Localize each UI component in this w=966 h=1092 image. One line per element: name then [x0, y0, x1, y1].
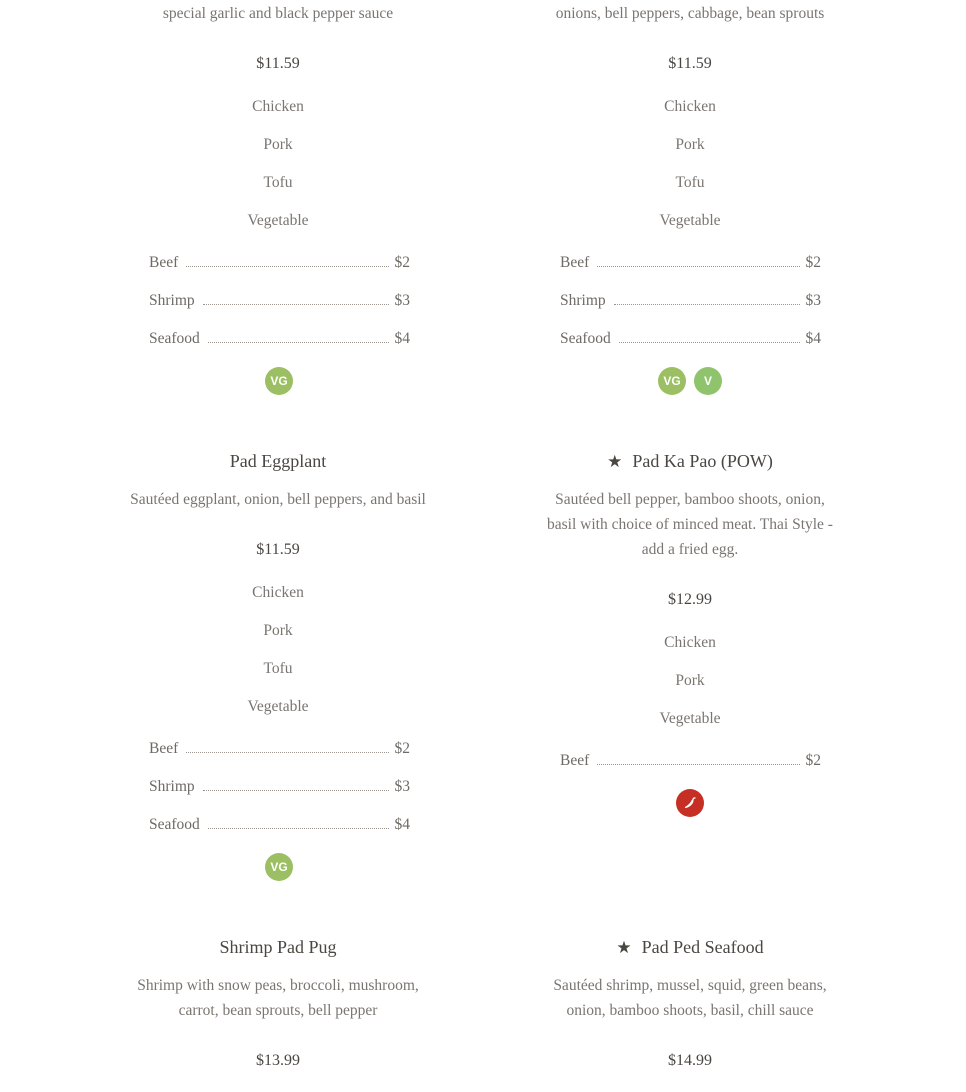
menu-option-vegetable: Vegetable — [659, 212, 721, 229]
addon-leader-dots — [208, 342, 389, 343]
addon-row-beef — [149, 250, 410, 272]
menu-option-pork: Pork — [675, 136, 705, 153]
addon-price: $2 — [394, 740, 410, 757]
menu-option-vegetable: Vegetable — [247, 698, 309, 715]
addon-row-seafood — [149, 812, 410, 834]
menu-item-description: special garlic and black pepper sauce — [162, 5, 394, 22]
addon-leader-dots — [208, 828, 389, 829]
addon-row-beef — [560, 250, 821, 272]
menu-item-description: Sautéed shrimp, mussel, squid, green beans, onion, bamboo shoots, basil, chill sauce — [553, 977, 827, 1019]
addon-leader-dots — [597, 764, 799, 765]
addon-name: Seafood — [149, 816, 200, 833]
menu-item-description: Sautéed bell pepper, bamboo shoots, onion, basil with choice of minced meat. Thai Style - add a fried egg. — [547, 491, 833, 558]
addon-leader-dots — [186, 266, 388, 267]
addon-name: Shrimp — [560, 292, 606, 309]
addon-name: Beef — [149, 740, 179, 757]
star-icon: ★ — [616, 938, 632, 957]
addon-name: Seafood — [560, 330, 611, 347]
addon-leader-dots — [186, 752, 388, 753]
addon-price: $4 — [805, 330, 821, 347]
vegan-badge-icon: VG — [265, 367, 293, 395]
menu-option-pork: Pork — [263, 622, 293, 639]
menu-item-price: $11.59 — [256, 541, 300, 558]
addon-leader-dots — [614, 304, 800, 305]
addon-leader-dots — [619, 342, 800, 343]
addon-row-seafood — [560, 326, 821, 348]
addon-name: Seafood — [149, 330, 200, 347]
addon-name: Shrimp — [149, 292, 195, 309]
addon-name: Beef — [149, 254, 179, 271]
addon-name: Beef — [560, 254, 590, 271]
vegan-badge-icon: VG — [658, 367, 686, 395]
menu-item-price: $11.59 — [256, 55, 300, 72]
star-icon: ★ — [607, 452, 623, 471]
menu-item-title: Pad Ped Seafood — [641, 937, 764, 957]
addon-price: $2 — [394, 254, 410, 271]
menu-item-title-row — [540, 451, 840, 472]
menu-option-tofu: Tofu — [263, 174, 293, 191]
addon-row-seafood — [149, 326, 410, 348]
addon-price: $3 — [805, 292, 821, 309]
addon-leader-dots — [597, 266, 799, 267]
menu-option-tofu: Tofu — [263, 660, 293, 677]
addon-price: $3 — [394, 292, 410, 309]
menu-option-vegetable: Vegetable — [659, 710, 721, 727]
addon-price: $3 — [394, 778, 410, 795]
vegan-badge-icon: VG — [265, 853, 293, 881]
spicy-pepper-icon — [676, 789, 704, 817]
menu-option-chicken: Chicken — [664, 634, 716, 651]
menu-option-chicken: Chicken — [252, 584, 304, 601]
addon-row-shrimp — [149, 774, 410, 796]
menu-item-description: Sautéed eggplant, onion, bell peppers, and basil — [130, 491, 426, 508]
menu-item-title: Pad Eggplant — [229, 451, 327, 471]
menu-option-pork: Pork — [263, 136, 293, 153]
addon-leader-dots — [203, 790, 389, 791]
addon-name: Shrimp — [149, 778, 195, 795]
menu-item-price: $13.99 — [256, 1052, 300, 1069]
addon-price: $4 — [394, 816, 410, 833]
chili-pepper-icon — [682, 795, 698, 811]
menu-item-title-row — [540, 937, 840, 958]
addon-price: $4 — [394, 330, 410, 347]
menu-item-title: Shrimp Pad Pug — [219, 937, 337, 957]
menu-item-description: Shrimp with snow peas, broccoli, mushroom, carrot, bean sprouts, bell pepper — [137, 977, 419, 1019]
addon-row-shrimp — [149, 288, 410, 310]
addon-name: Beef — [560, 752, 590, 769]
vegetarian-badge-icon: V — [694, 367, 722, 395]
addon-price: $2 — [805, 254, 821, 271]
addon-row-beef — [149, 736, 410, 758]
menu-option-tofu: Tofu — [675, 174, 705, 191]
menu-option-vegetable: Vegetable — [247, 212, 309, 229]
addon-row-shrimp — [560, 288, 821, 310]
menu-option-chicken: Chicken — [664, 98, 716, 115]
menu-item-price: $14.99 — [668, 1052, 712, 1069]
addon-leader-dots — [203, 304, 389, 305]
menu-item-price: $11.59 — [668, 55, 712, 72]
menu-item-price: $12.99 — [668, 591, 712, 608]
menu-option-pork: Pork — [675, 672, 705, 689]
menu-item-title: Pad Ka Pao (POW) — [632, 451, 773, 471]
addon-row-beef — [560, 748, 821, 770]
menu-item-description: onions, bell peppers, cabbage, bean sprouts — [555, 5, 825, 22]
menu-option-chicken: Chicken — [252, 98, 304, 115]
addon-price: $2 — [805, 752, 821, 769]
